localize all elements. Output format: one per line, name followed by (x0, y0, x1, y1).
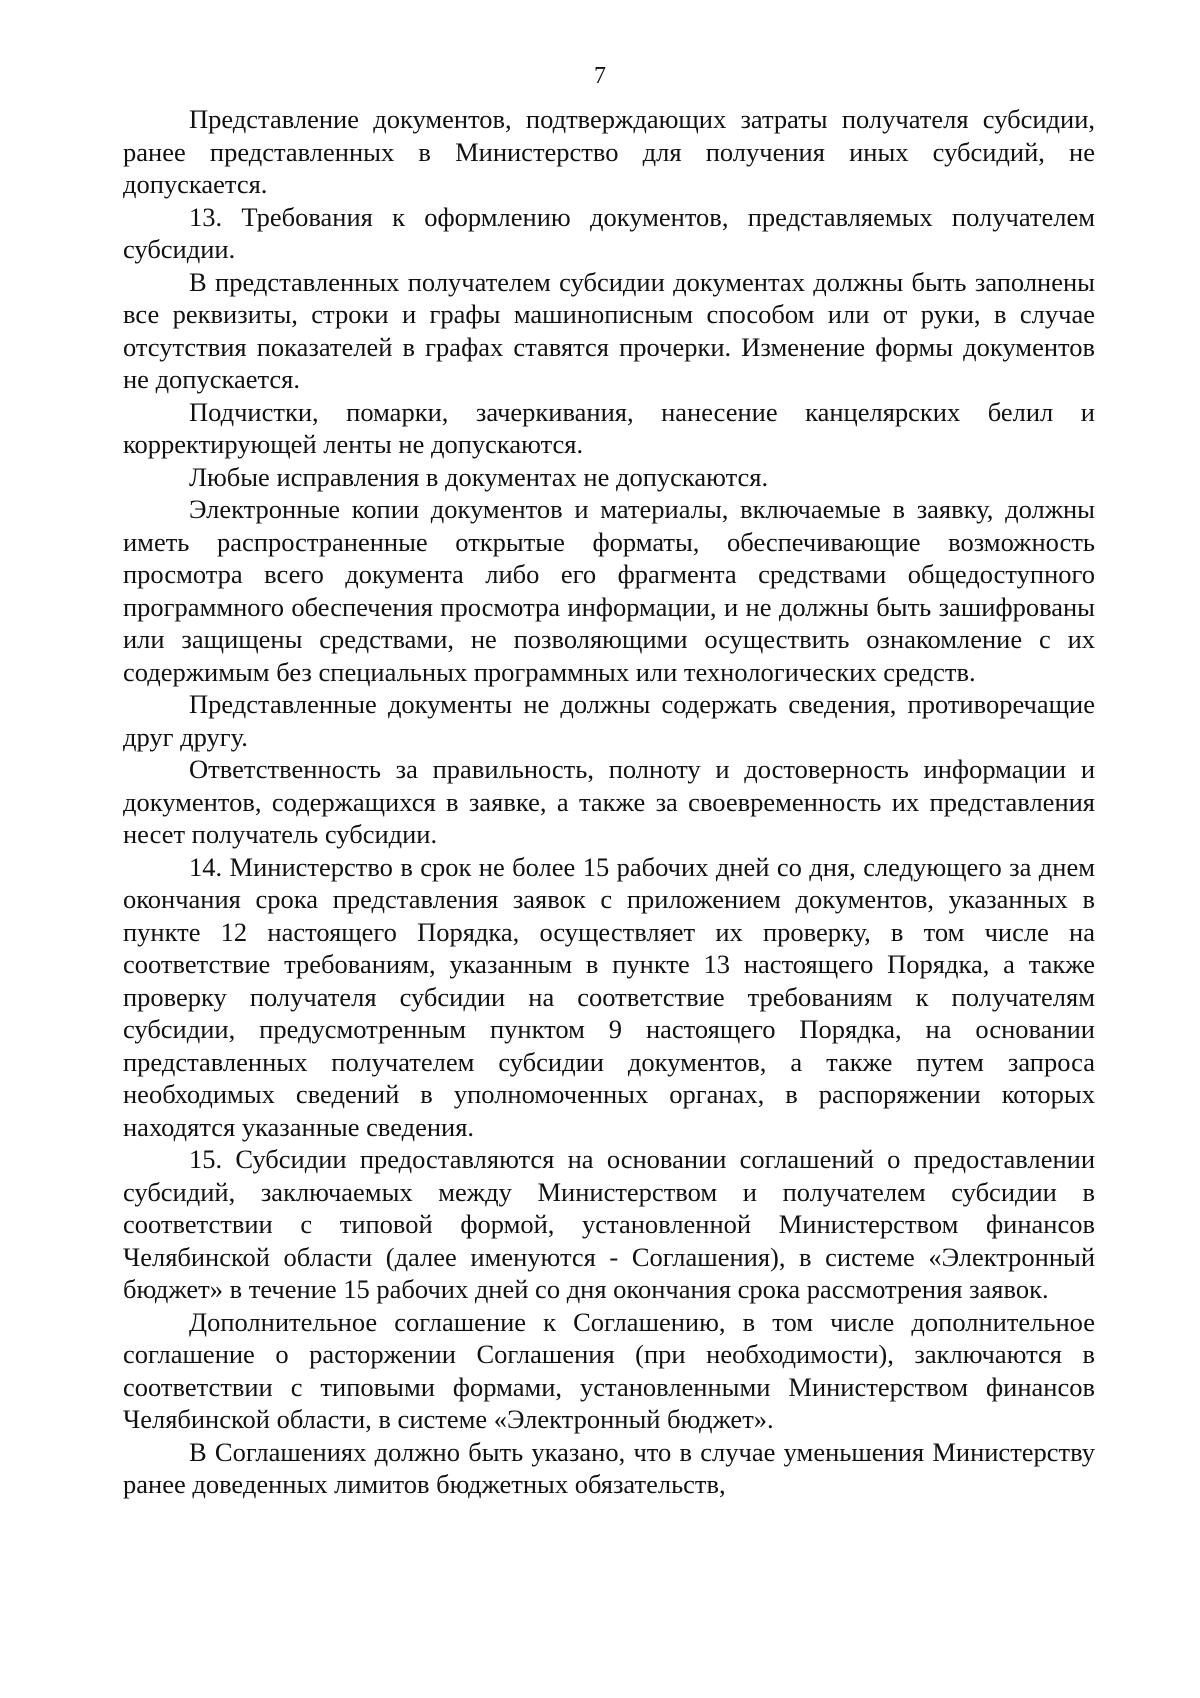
document-body (123, 103, 1095, 1501)
paragraph: 15. Субсидии предоставляются на основании соглашений о предоставлении субсидий, заключаемых между Министерством и получателем субсидии в соответствии с типовой формой, установленной Министерством финансов Челябинской области (далее именуются - Соглашения), в системе «Электронный бюджет» в течение 15 рабочих дней со дня окончания срока рассмотрения заявок. (123, 1144, 1095, 1304)
paragraph: 13. Требования к оформлению документов, представляемых получателем субсидии. (123, 201, 1095, 264)
paragraph: 14. Министерство в срок не более 15 рабочих дней со дня, следующего за днем окончания срока представления заявок с приложением документов, указанных в пункте 12 настоящего Порядка, осуществляет их проверку, в том числе на соответствие требованиям, указанным в пункте 13 настоящего Порядка, а также проверку получателя субсидии на соответствие требованиям к получателям субсидии, предусмотренным пунктом 9 настоящего Порядка, на основании представленных получателем субсидии документов, а также путем запроса необходимых сведений в уполномоченных органах, в распоряжении которых находятся указанные сведения. (123, 851, 1095, 1142)
paragraph: В представленных получателем субсидии документах должны быть заполнены все реквизиты, строки и графы машинописным способом или от руки, в случае отсутствия показателей в графах ставятся прочерки. Изменение формы документов не допускается. (123, 266, 1095, 394)
paragraph: Представленные документы не должны содержать сведения, противоречащие друг другу. (123, 689, 1095, 752)
paragraph: Подчистки, помарки, зачеркивания, нанесение канцелярских белил и корректирующей ленты не допускаются. (123, 396, 1095, 459)
paragraph: Любые исправления в документах не допускаются. (189, 461, 769, 492)
paragraph: Электронные копии документов и материалы, включаемые в заявку, должны иметь распространенные открытые форматы, обеспечивающие возможность просмотра всего документа либо его фрагмента средствами общедоступного программного обеспечения просмотра информации, и не должны быть зашифрованы или защищены средствами, не позволяющими осуществить ознакомление с их содержимым без специальных программных или технологических средств. (123, 494, 1095, 687)
paragraph: Ответственность за правильность, полноту и достоверность информации и документов, содержащихся в заявке, а также за своевременность их представления несет получатель субсидии. (123, 754, 1095, 849)
paragraph: Дополнительное соглашение к Соглашению, в том числе дополнительное соглашение о расторжении Соглашения (при необходимости), заключаются в соответствии с типовыми формами, установленными Министерством финансов Челябинской области, в системе «Электронный бюджет». (123, 1306, 1095, 1434)
paragraph: Представление документов, подтверждающих затраты получателя субсидии, ранее представленных в Министерство для получения иных субсидий, не допускается. (123, 104, 1095, 199)
paragraph: В Соглашениях должно быть указано, что в случае уменьшения Министерству ранее доведенных лимитов бюджетных обязательств, (123, 1436, 1095, 1499)
page-number: 7 (594, 63, 606, 89)
